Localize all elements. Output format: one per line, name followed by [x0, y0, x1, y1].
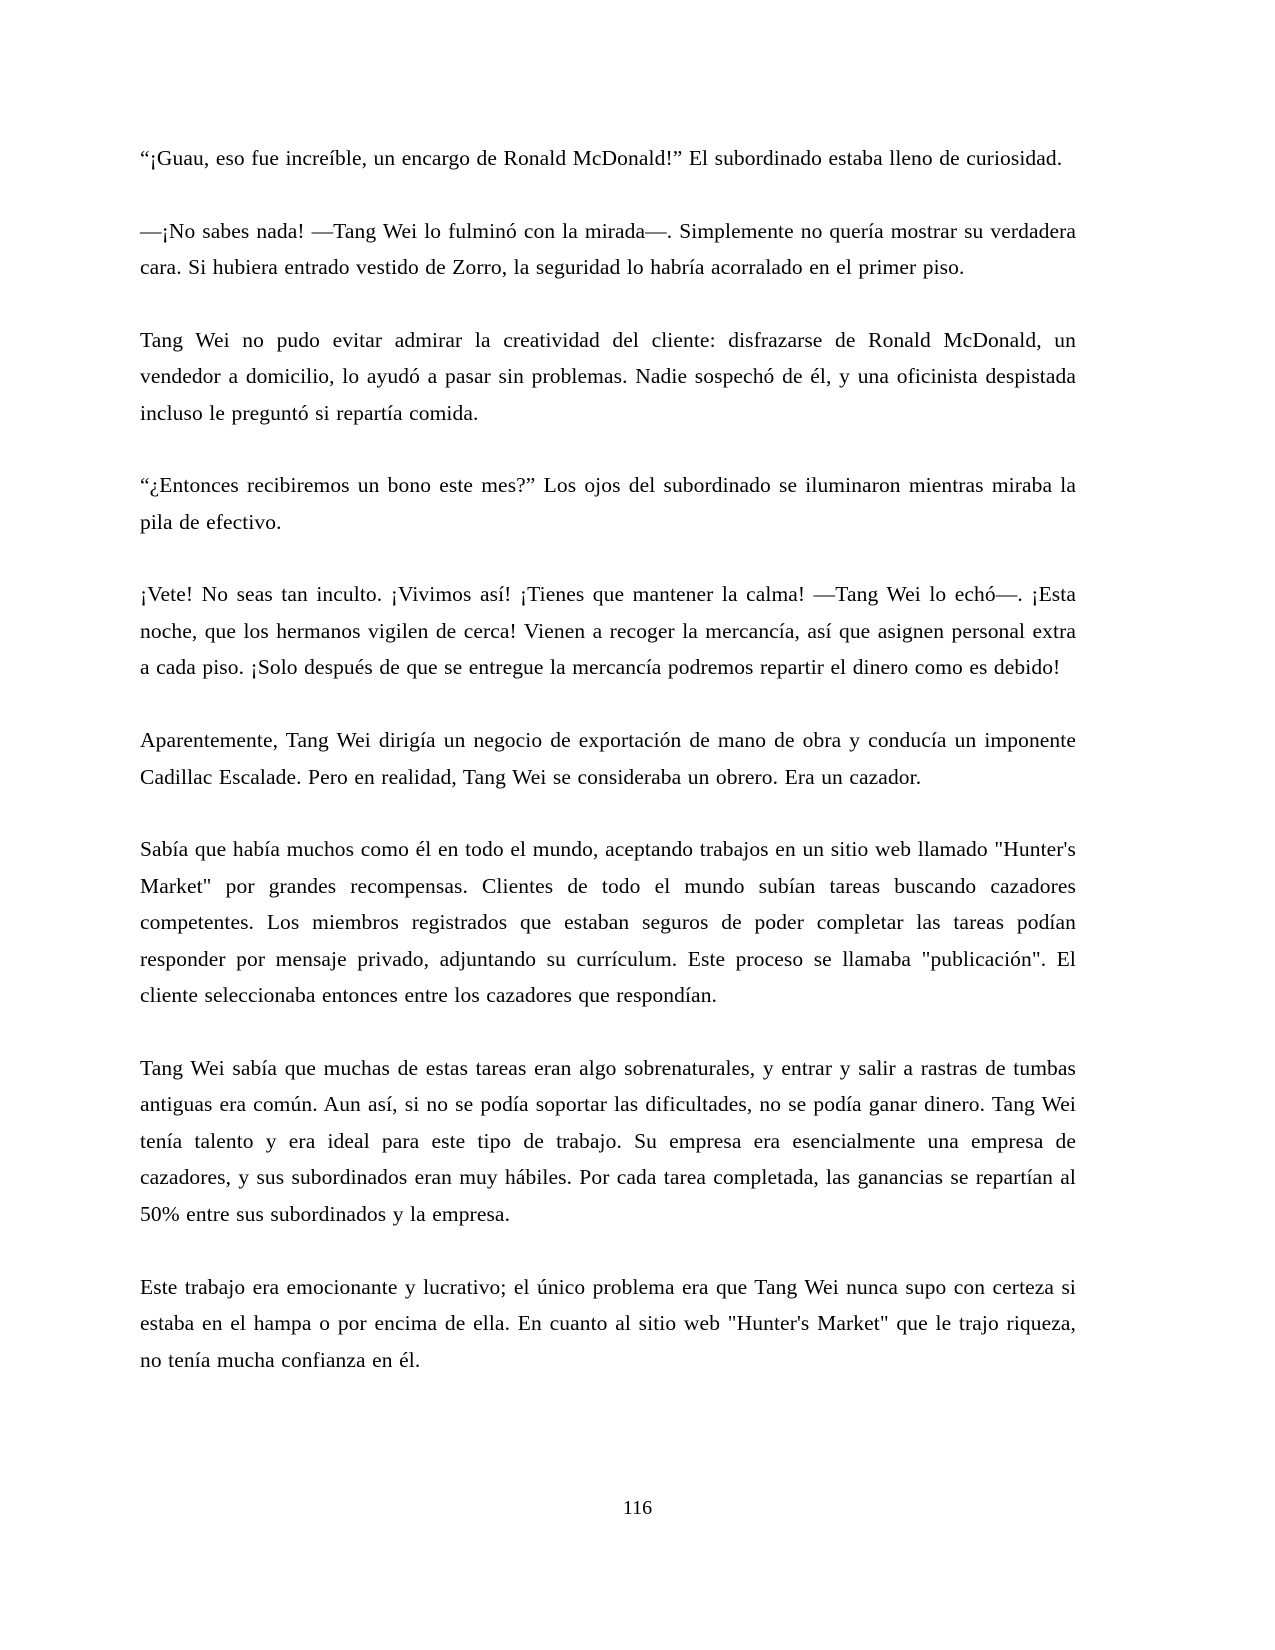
page-number: 116 — [622, 1497, 653, 1519]
paragraph: Aparentemente, Tang Wei dirigía un negocio de exportación de mano de obra y conducía un imponente Cadillac Escalade. Pero en realidad, Tang Wei se consideraba un obrero. Era un cazador. — [140, 728, 1076, 789]
page-body-text — [140, 140, 1076, 1414]
paragraph: Tang Wei sabía que muchas de estas tareas eran algo sobrenaturales, y entrar y salir a rastras de tumbas antiguas era común. Aun así, si no se podía soportar las dificultades, no se podía ganar dinero. Tang Wei tenía talento y era ideal para este tipo de trabajo. Su empresa era esencialmente una empresa de cazadores, y sus subordinados eran muy hábiles. Por cada tarea completada, las ganancias se repartían al 50% entre sus subordinados y la empresa. — [140, 1055, 1076, 1227]
paragraph: Tang Wei no pudo evitar admirar la creatividad del cliente: disfrazarse de Ronald McDonald, un vendedor a domicilio, lo ayudó a pasar sin problemas. Nadie sospechó de él, y una oficinista despistada incluso le preguntó si repartía comida. — [140, 327, 1076, 425]
paragraph: —¡No sabes nada! —Tang Wei lo fulminó con la mirada—. Simplemente no quería mostrar su verdadera cara. Si hubiera entrado vestido de Zorro, la seguridad lo habría acorralado en el primer piso. — [140, 218, 1076, 280]
paragraph: ¡Vete! No seas tan inculto. ¡Vivimos así! ¡Tienes que mantener la calma! —Tang Wei lo echó—. ¡Esta noche, que los hermanos vigilen de cerca! Vienen a recoger la mercancía, así que asignen personal extra a cada piso. ¡Solo después de que se entregue la mercancía podremos repartir el dinero como es debido! — [140, 582, 1076, 680]
paragraph: Este trabajo era emocionante y lucrativo; el único problema era que Tang Wei nunca supo con certeza si estaba en el hampa o por encima de ella. En cuanto al sitio web "Hunter's Market" que le trajo riqueza, no tenía mucha confianza en él. — [140, 1274, 1076, 1372]
paragraph: “¡Guau, eso fue increíble, un encargo de Ronald McDonald!” El subordinado estaba lleno de curiosidad. — [140, 146, 1063, 170]
paragraph: “¿Entonces recibiremos un bono este mes?” Los ojos del subordinado se iluminaron mientras miraba la pila de efectivo. — [140, 473, 1076, 534]
paragraph: Sabía que había muchos como él en todo el mundo, aceptando trabajos en un sitio web llamado "Hunter's Market" por grandes recompensas. Clientes de todo el mundo subían tareas buscando cazadores competentes. Los miembros registrados que estaban seguros de poder completar las tareas podían responder por mensaje privado, adjuntando su currículum. Este proceso se llamaba "publicación". El cliente seleccionaba entonces entre los cazadores que respondían. — [140, 837, 1076, 1008]
